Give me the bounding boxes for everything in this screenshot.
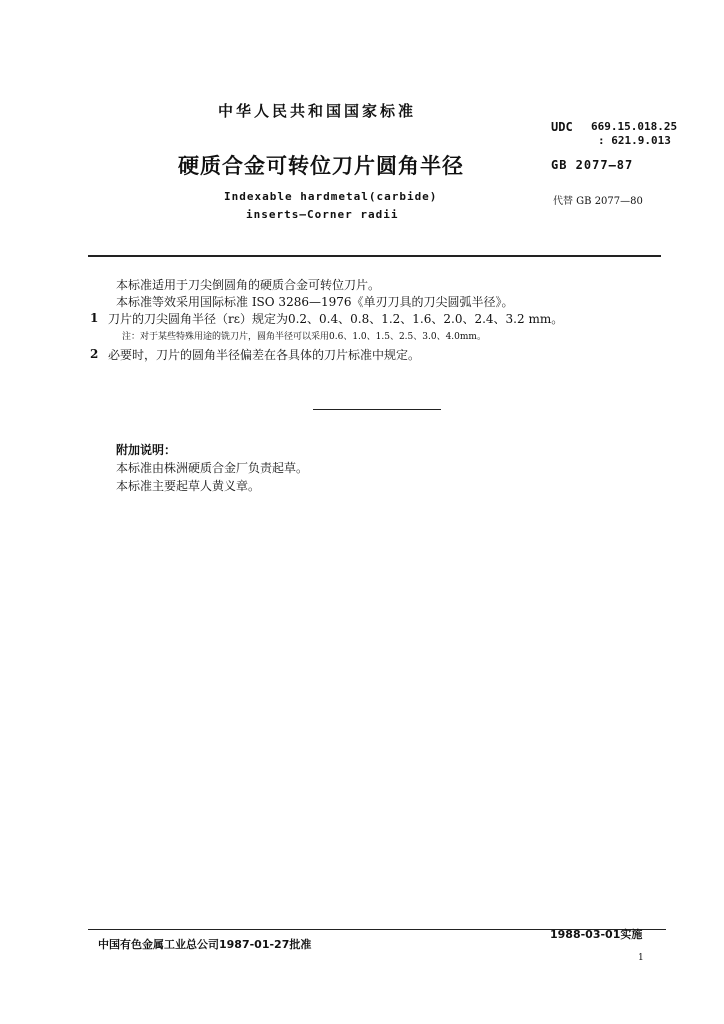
udc-label: UDC — [551, 120, 573, 134]
reference-paragraph: 本标准等效采用国际标准 ISO 3286—1976《单刃刀具的刀尖圆弧半径》。 — [116, 295, 514, 309]
document-title-english-line-1: Indexable hardmetal(carbide) — [224, 190, 438, 203]
document-title-chinese: 硬质合金可转位刀片圆角半径 — [178, 154, 464, 178]
page-number: 1 — [638, 953, 644, 963]
clause-2-number: 2 — [90, 347, 99, 361]
section-divider — [313, 409, 441, 410]
appendix-drafter: 本标准主要起草人黄义章。 — [116, 479, 261, 493]
clause-2-text: 必要时，刀片的圆角半径偏差在各具体的刀片标准中规定。 — [108, 348, 421, 362]
document-title-english-line-2: inserts—Corner radii — [246, 208, 399, 221]
standard-number: GB 2077—87 — [551, 158, 634, 172]
udc-code-primary: 669.15.018.25 — [591, 120, 678, 133]
national-standard-heading: 中华人民共和国国家标准 — [218, 102, 417, 120]
appendix-drafting-unit: 本标准由株洲硬质合金厂负责起草。 — [116, 461, 309, 475]
clause-1-text: 刀片的刀尖圆角半径（rε）规定为0.2、0.4、0.8、1.2、1.6、2.0、2.4、3.2 mm。 — [108, 312, 564, 326]
replaces-standard: 代替 GB 2077—80 — [553, 196, 643, 207]
appendix-title: 附加说明： — [116, 443, 177, 457]
header-divider — [88, 255, 661, 257]
scope-paragraph: 本标准适用于刀尖倒圆角的硬质合金可转位刀片。 — [116, 278, 381, 292]
udc-code-secondary: : 621.9.013 — [598, 134, 671, 147]
approval-statement: 中国有色金属工业总公司1987-01-27批准 — [98, 938, 312, 951]
clause-1-note: 注：对于某些特殊用途的铣刀片，圆角半径可以采用0.6、1.0、1.5、2.5、3.0、4.0mm。 — [122, 332, 486, 342]
clause-1-number: 1 — [90, 311, 99, 325]
implementation-date: 1988-03-01实施 — [550, 928, 643, 941]
